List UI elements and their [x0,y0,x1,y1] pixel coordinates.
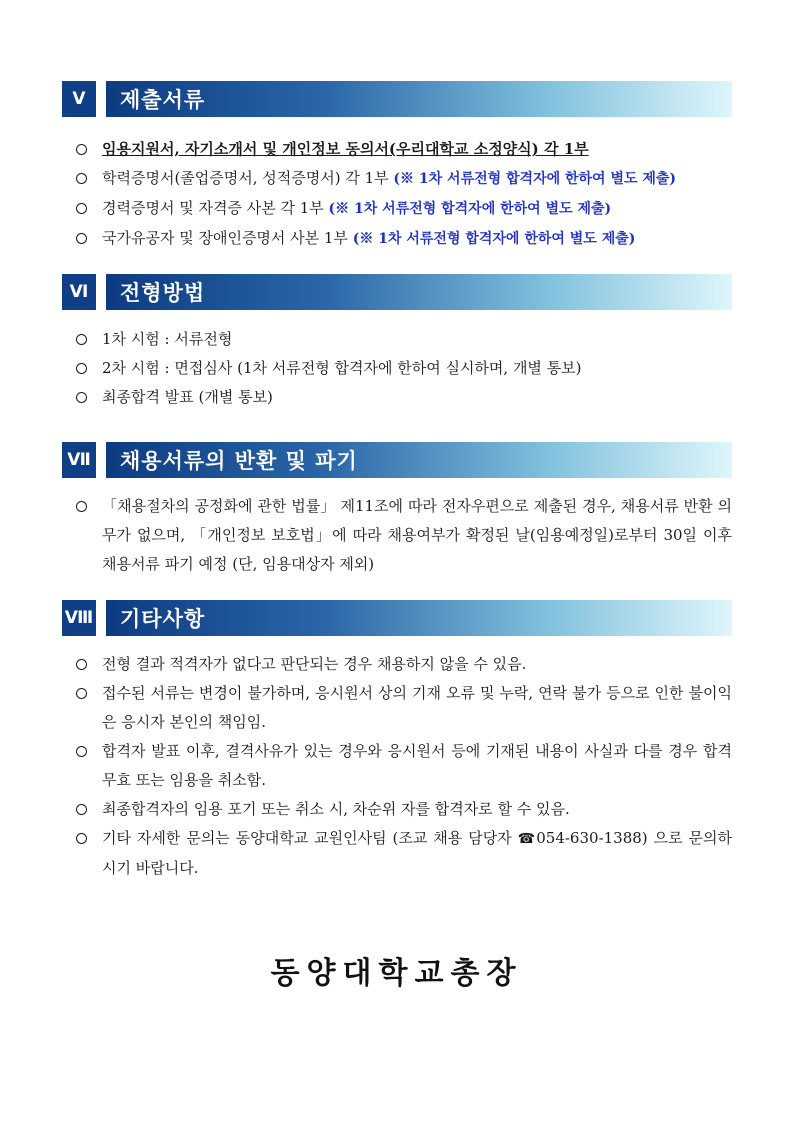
section-document-return-disposal [62,442,732,579]
section-other-notes [62,600,732,883]
section-title-bar [106,600,732,636]
section-title-bar [106,81,732,117]
list-item [62,679,732,737]
section-number: Ⅴ [62,81,96,117]
circle-bullet-icon [76,363,87,374]
item-text: 합격자 발표 이후, 결격사유가 있는 경우와 응시원서 등에 기재된 내용이 사실과 다를 경우 합격 무효 또는 임용을 취소함. [102,742,732,789]
circle-bullet-icon [76,501,87,512]
list-item [62,164,732,194]
circle-bullet-icon [76,233,87,244]
circle-bullet-icon [76,144,87,155]
circle-bullet-icon [76,659,87,670]
item-note: (※ 1차 서류전형 합격자에 한하여 별도 제출) [352,231,636,247]
list-item [62,325,732,354]
list-item [62,795,732,824]
phone-icon: ☎ [517,831,537,847]
item-text: 「채용절차의 공정화에 관한 법률」 제11조에 따라 전자우편으로 제출된 경우, 채용서류 반환 의무가 없으며, 「개인정보 보호법」에 따라 채용여부가 확정된 날(임용예정일)로부터 30일 이후 채용서류 파기 예정 (단, 임용대상자 제외) [102,497,732,573]
item-text: 2차 시험 : 면접심사 (1차 서류전형 합격자에 한하여 실시하며, 개별 통보) [102,359,582,377]
list-item [62,224,732,254]
item-text: 기타 자세한 문의는 동양대학교 교원인사팀 (조교 채용 담당자 [102,829,518,847]
circle-bullet-icon [76,334,87,345]
item-text: 전형 결과 적격자가 없다고 판단되는 경우 채용하지 않을 수 있음. [102,655,527,673]
item-text: 임용지원서, 자기소개서 및 개인정보 동의서(우리대학교 소정양식) 각 1부 [102,140,589,158]
circle-bullet-icon [76,833,87,844]
item-text: 국가유공자 및 장애인증명서 사본 1부 [102,229,353,247]
item-text-tail: 054-630-1388) 으로 문의하시기 바랍니다. [102,829,732,877]
section-header [62,274,732,310]
section-submission-documents [62,81,732,254]
circle-bullet-icon [76,804,87,815]
list-item [62,824,732,883]
section-title: 채용서류의 반환 및 파기 [120,449,358,473]
item-text: 학력증명서(졸업증명서, 성적증명서) 각 1부 [102,169,394,187]
section-title-bar [106,442,732,478]
section-title: 제출서류 [120,88,206,112]
section-header [62,442,732,478]
circle-bullet-icon [76,203,87,214]
item-text: 최종합격자의 임용 포기 또는 취소 시, 차순위 자를 합격자로 할 수 있음. [102,800,570,818]
item-note: (※ 1차 서류전형 합격자에 한하여 별도 제출) [393,171,677,187]
circle-bullet-icon [76,173,87,184]
item-note: (※ 1차 서류전형 합격자에 한하여 별도 제출) [328,201,612,217]
section-selection-method [62,274,732,412]
list-item [62,354,732,383]
list-item [62,383,732,412]
circle-bullet-icon [76,746,87,757]
item-text: 접수된 서류는 변경이 불가하며, 응시원서 상의 기재 오류 및 누락, 연락 불가 등으로 인한 불이익은 응시자 본인의 책임임. [102,684,732,731]
list-item [62,492,732,579]
circle-bullet-icon [76,688,87,699]
section-header [62,600,732,636]
president-signature: 동양대학교총장 [270,956,523,991]
item-text: 경력증명서 및 자격증 사본 각 1부 [102,199,329,217]
section-number: Ⅷ [62,600,96,636]
section-title: 기타사항 [120,607,206,631]
list-item [62,135,732,164]
section-title-bar [106,274,732,310]
section-header [62,81,732,117]
list-item [62,650,732,679]
section-number: Ⅵ [62,274,96,310]
item-text: 최종합격 발표 (개별 통보) [102,388,273,406]
list-item [62,194,732,224]
circle-bullet-icon [76,392,87,403]
item-text: 1차 시험 : 서류전형 [102,330,233,348]
section-title: 전형방법 [120,281,206,305]
list-item [62,737,732,795]
section-number: Ⅶ [62,442,96,478]
